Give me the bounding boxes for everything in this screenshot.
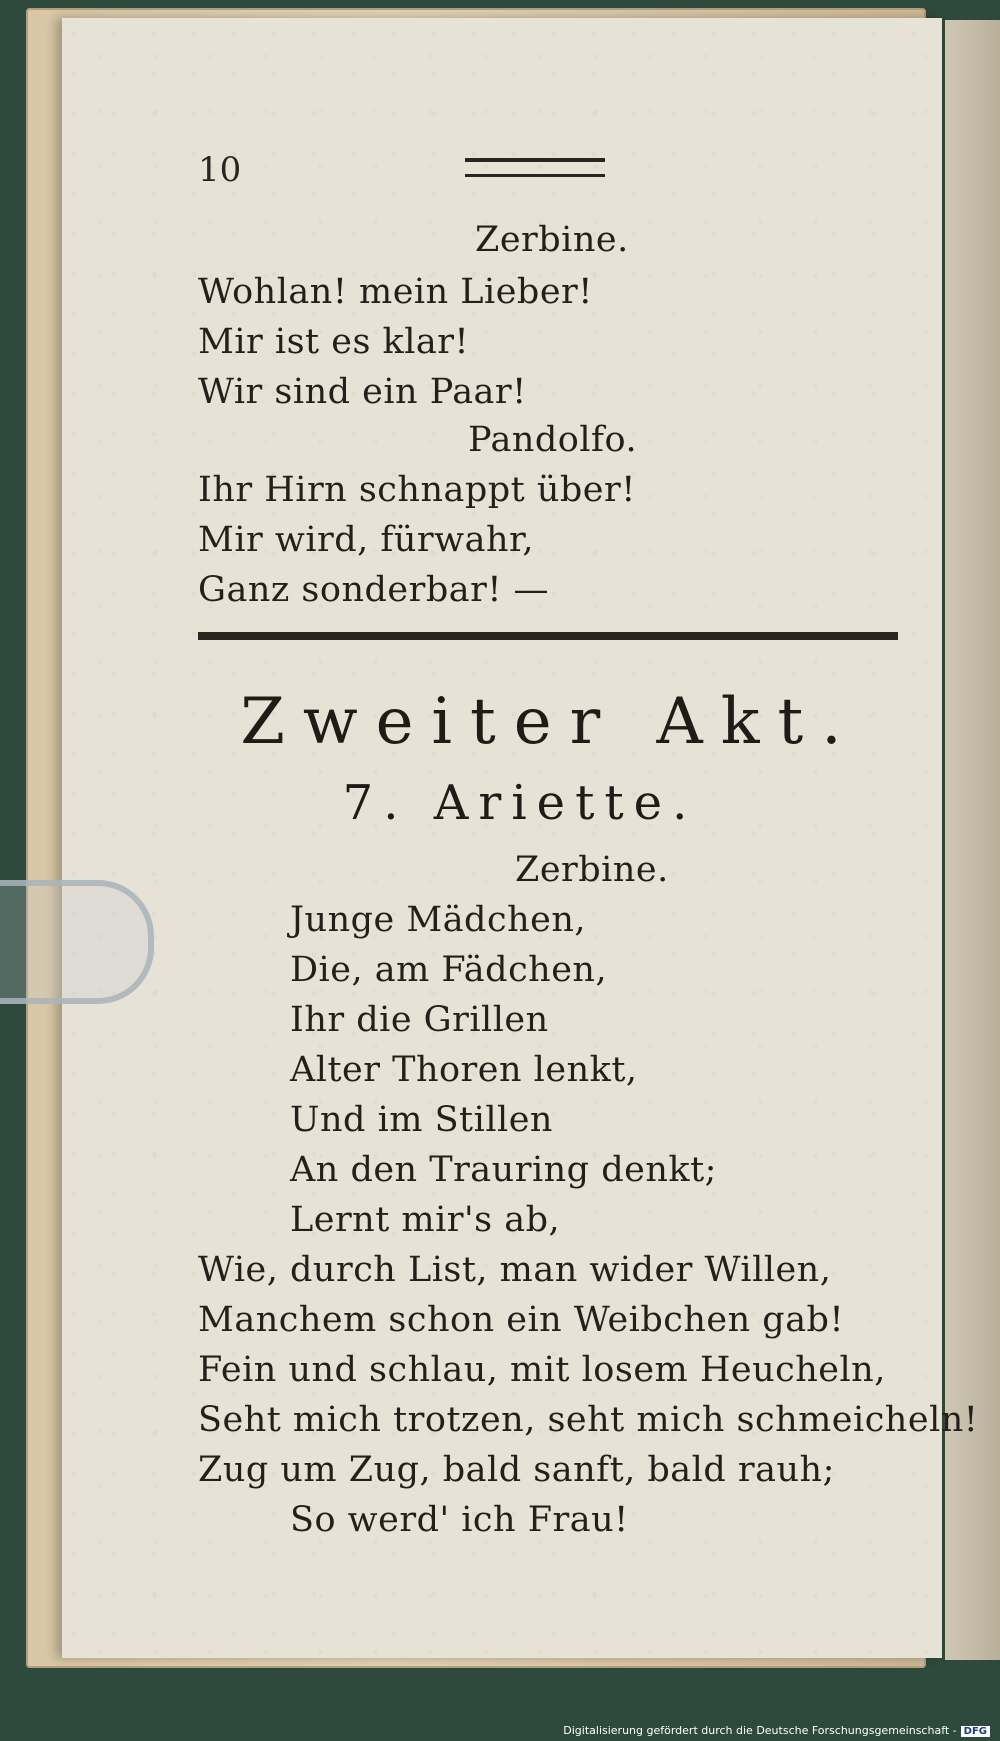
section-divider [198, 632, 898, 640]
verse-line: Wir sind ein Paar! [198, 372, 527, 412]
verse-line: An den Trauring denkt; [290, 1150, 717, 1190]
verse-line: So werd' ich Frau! [290, 1500, 629, 1540]
verse-line: Und im Stillen [290, 1100, 553, 1140]
digitization-footer [563, 1724, 990, 1737]
verse-line: Ganz sonderbar! — [198, 570, 550, 610]
verse-line: Wie, durch List, man wider Willen, [198, 1250, 832, 1290]
verse-line: Ihr Hirn schnappt über! [198, 470, 636, 510]
verse-line: Die, am Fädchen, [290, 950, 608, 990]
verse-line: Ihr die Grillen [290, 1000, 549, 1040]
footer-text: Digitalisierung gefördert durch die Deutsche Forschungsgemeinschaft - [563, 1724, 957, 1737]
verse-line: Wohlan! mein Lieber! [198, 272, 593, 312]
verse-line: Mir wird, fürwahr, [198, 520, 535, 560]
speaker-pandolfo: Pandolfo. [468, 420, 638, 460]
speaker-zerbine: Zerbine. [515, 850, 669, 890]
speaker-zerbine: Zerbine. [475, 220, 629, 260]
page-number: 10 [198, 150, 242, 190]
act-title: Zweiter Akt. [240, 685, 860, 759]
verse-line: Lernt mir's ab, [290, 1200, 561, 1240]
page-clip [0, 880, 154, 1004]
header-ornament [465, 158, 605, 177]
verse-line: Alter Thoren lenkt, [290, 1050, 638, 1090]
verse-line: Manchem schon ein Weibchen gab! [198, 1300, 845, 1340]
verse-line: Mir ist es klar! [198, 322, 470, 362]
dfg-logo: DFG [961, 1726, 990, 1737]
verse-line: Zug um Zug, bald sanft, bald rauh; [198, 1450, 835, 1490]
verse-line: Junge Mädchen, [290, 900, 586, 940]
verse-line: Seht mich trotzen, seht mich schmeicheln! [198, 1400, 979, 1440]
aria-title: 7. Ariette. [342, 775, 698, 831]
verse-line: Fein und schlau, mit losem Heucheln, [198, 1350, 886, 1390]
